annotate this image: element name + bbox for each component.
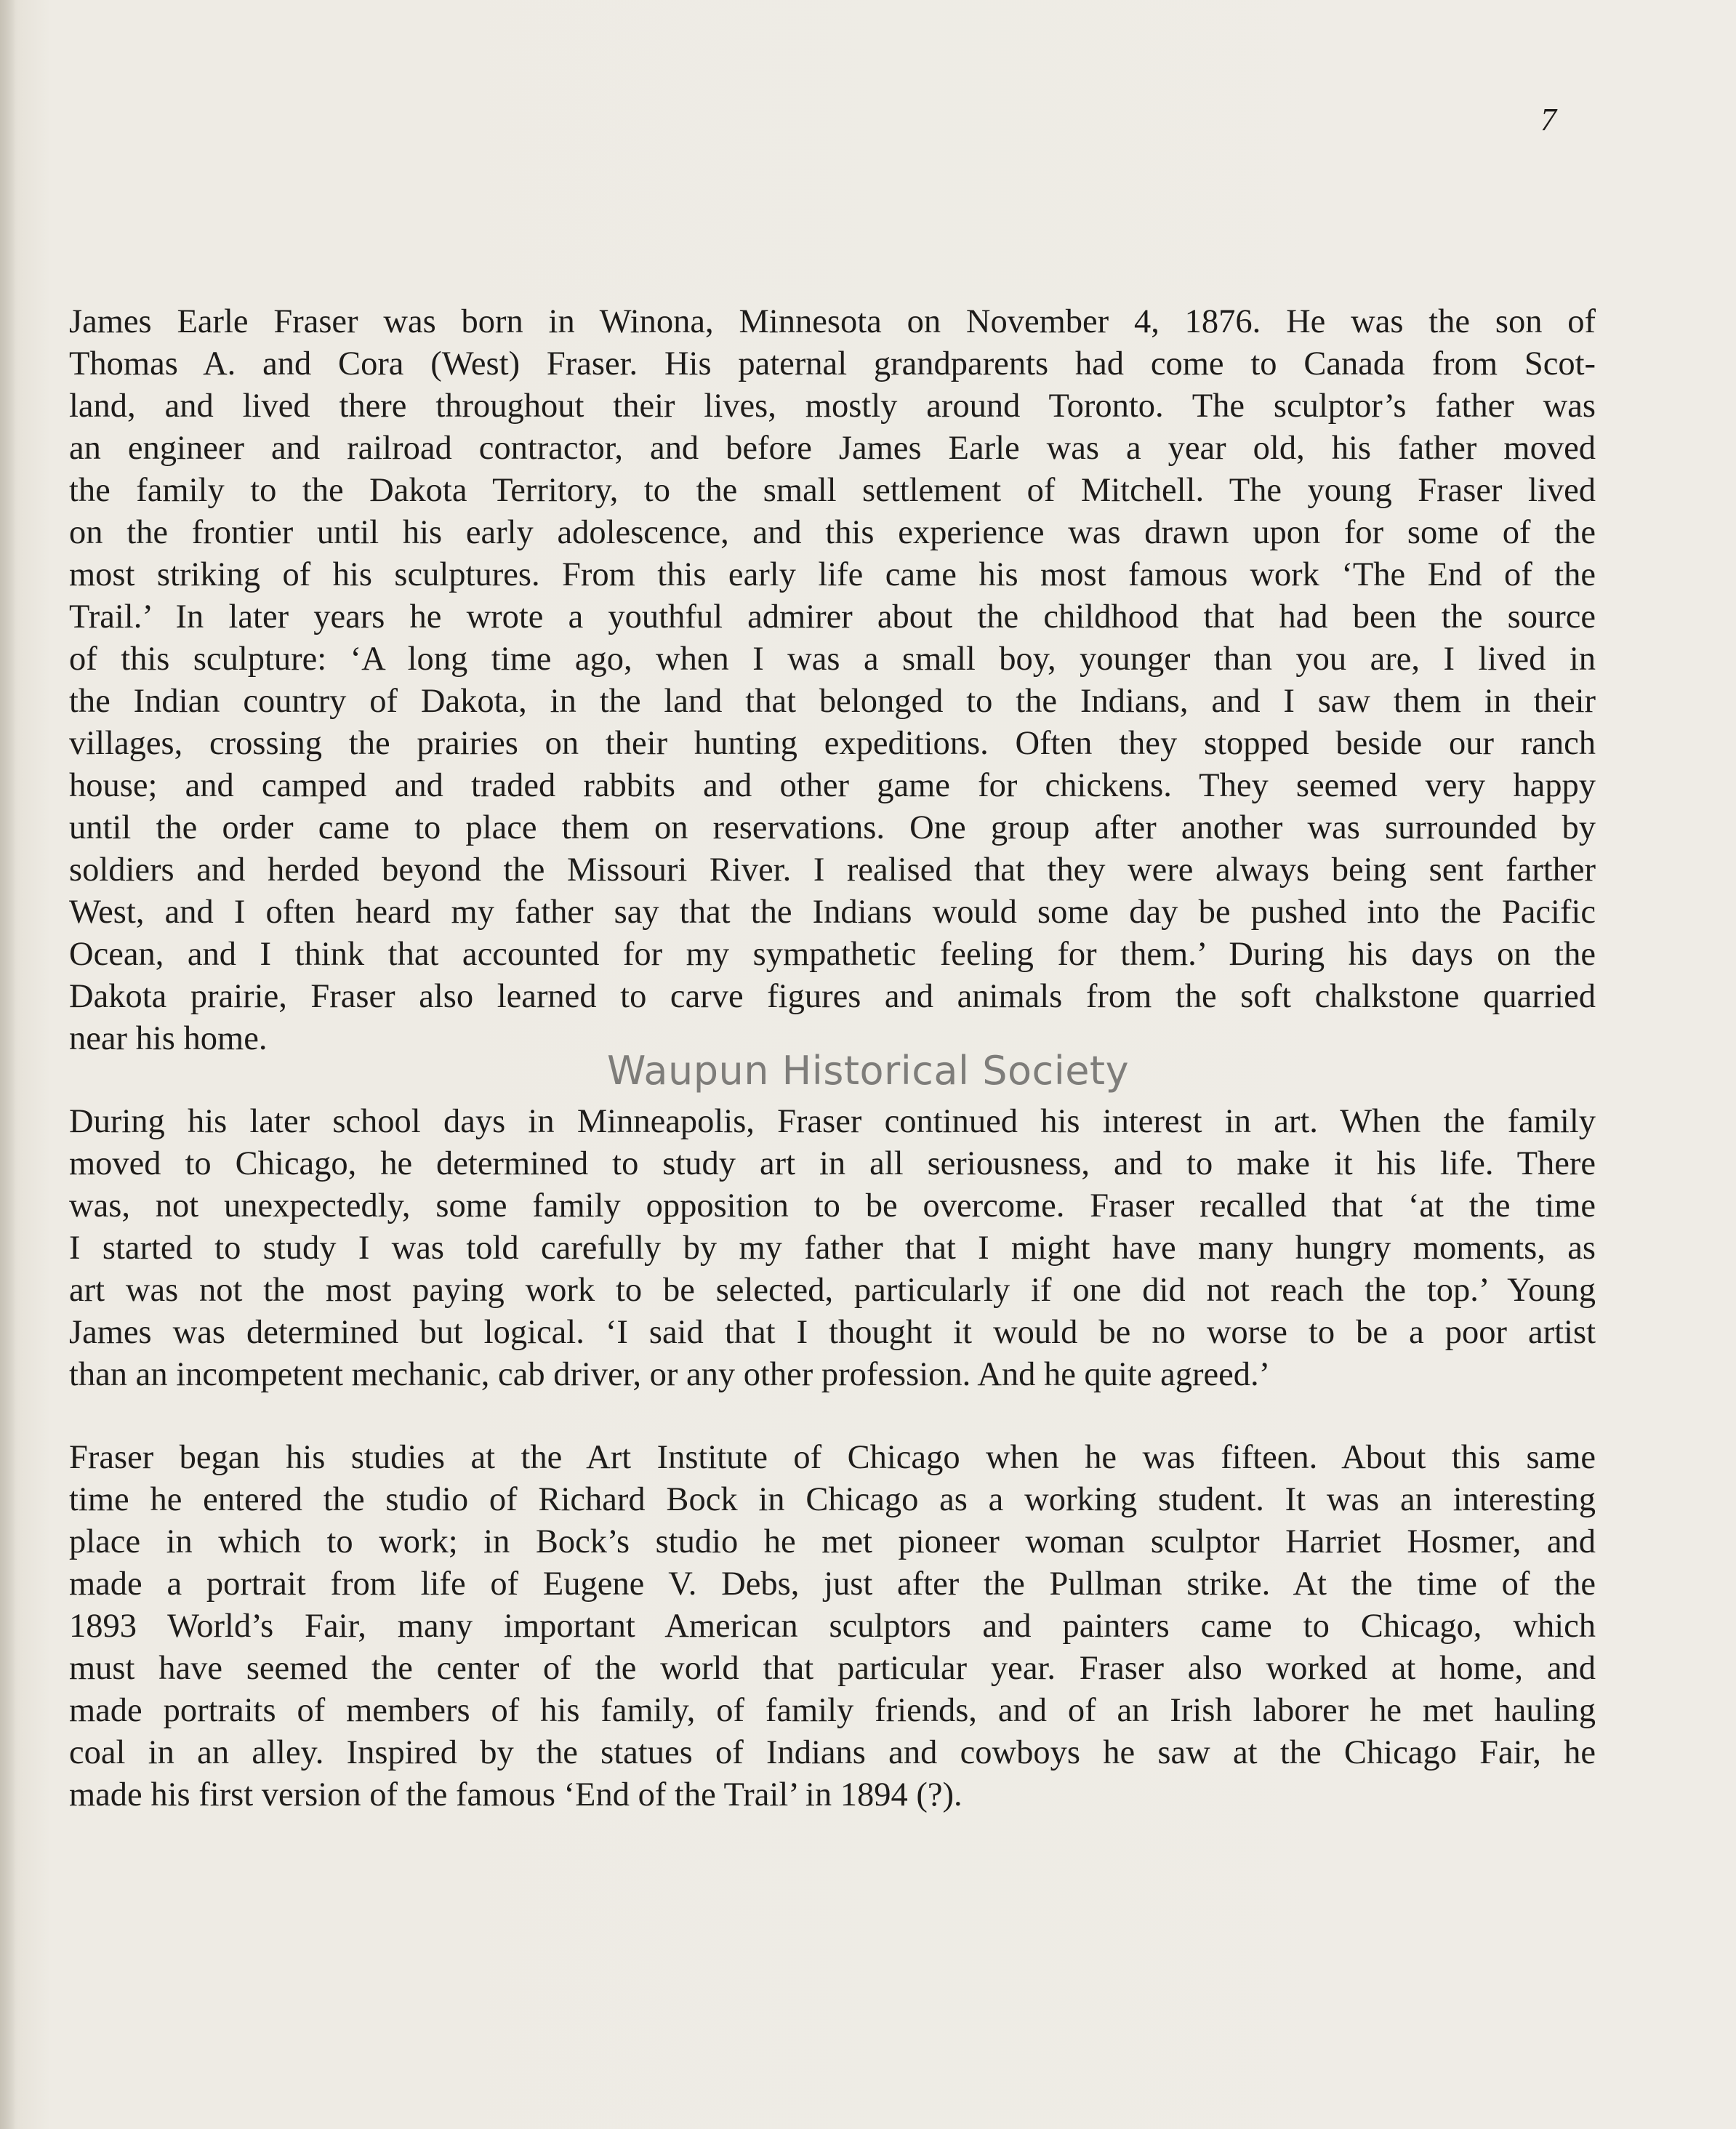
text-line: Trail.’ In later years he wrote a youthful admirer about the childhood that had been the source: [69, 598, 1596, 636]
text-line: on the frontier until his early adolescence, and this experience was drawn upon for some of the: [69, 514, 1596, 551]
text-line: Dakota prairie, Fraser also learned to carve figures and animals from the soft chalkstone quarried: [69, 978, 1596, 1015]
text-line: land, and lived there throughout their lives, mostly around Toronto. The sculptor’s father was: [69, 388, 1596, 425]
text-line: Ocean, and I think that accounted for my sympathetic feeling for them.’ During his days on the: [69, 936, 1596, 973]
text-line: 1893 World’s Fair, many important American sculptors and painters came to Chicago, which: [69, 1608, 1596, 1645]
paragraph-1: [69, 301, 1596, 1060]
watermark: Waupun Historical Society: [606, 1048, 1130, 1094]
text-line: the family to the Dakota Territory, to the small settlement of Mitchell. The young Fraser lived: [69, 472, 1596, 509]
text-line: of this sculpture: ‘A long time ago, when I was a small boy, younger than you are, I lived in: [69, 641, 1596, 678]
text-line: house; and camped and traded rabbits and other game for chickens. They seemed very happy: [69, 767, 1596, 804]
text-line: art was not the most paying work to be selected, particularly if one did not reach the top.’ Young: [69, 1272, 1596, 1309]
text-line: made a portrait from life of Eugene V. Debs, just after the Pullman strike. At the time of the: [69, 1565, 1596, 1603]
page-number: 7: [1540, 102, 1556, 137]
text-line: West, and I often heard my father say that the Indians would some day be pushed into the Pacific: [69, 894, 1596, 931]
text-line: near his home.: [69, 1020, 268, 1057]
text-line: coal in an alley. Inspired by the statues of Indians and cowboys he saw at the Chicago Fair, he: [69, 1734, 1596, 1771]
paragraph-gap: [69, 1396, 1596, 1437]
text-line: most striking of his sculptures. From this early life came his most famous work ‘The End of the: [69, 556, 1596, 593]
text-line: made his first version of the famous ‘End of the Trail’ in 1894 (?).: [69, 1776, 963, 1813]
text-line: time he entered the studio of Richard Bock in Chicago as a working student. It was an interesting: [69, 1481, 1596, 1518]
text-line: must have seemed the center of the world that particular year. Fraser also worked at home, and: [69, 1650, 1596, 1687]
text-line: than an incompetent mechanic, cab driver, or any other profession. And he quite agreed.’: [69, 1356, 1271, 1393]
text-line: I started to study I was told carefully by my father that I might have many hungry moments, as: [69, 1230, 1596, 1267]
text-line: villages, crossing the prairies on their hunting expeditions. Often they stopped beside our ranch: [69, 725, 1596, 762]
text-line: an engineer and railroad contractor, and before James Earle was a year old, his father moved: [69, 430, 1596, 467]
text-line: moved to Chicago, he determined to study art in all seriousness, and to make it his life. There: [69, 1145, 1596, 1182]
paragraph-3: [69, 1437, 1596, 1816]
text-line: was, not unexpectedly, some family opposition to be overcome. Fraser recalled that ‘at the time: [69, 1187, 1596, 1224]
text-line: Fraser began his studies at the Art Institute of Chicago when he was fifteen. About this same: [69, 1439, 1596, 1476]
text-line: until the order came to place them on reservations. One group after another was surrounded by: [69, 809, 1596, 846]
text-line: James was determined but logical. ‘I said that I thought it would be no worse to be a poor artist: [69, 1314, 1596, 1351]
text-line: During his later school days in Minneapolis, Fraser continued his interest in art. When the family: [69, 1103, 1596, 1140]
text-line: Thomas A. and Cora (West) Fraser. His paternal grandparents had come to Canada from Scot-: [69, 345, 1596, 382]
text-line: place in which to work; in Bock’s studio he met pioneer woman sculptor Harriet Hosmer, and: [69, 1523, 1596, 1560]
text-line: James Earle Fraser was born in Winona, Minnesota on November 4, 1876. He was the son of: [69, 303, 1596, 340]
text-line: made portraits of members of his family, of family friends, and of an Irish laborer he met hauling: [69, 1692, 1596, 1729]
text-line: the Indian country of Dakota, in the land that belonged to the Indians, and I saw them in their: [69, 683, 1596, 720]
text-line: soldiers and herded beyond the Missouri River. I realised that they were always being sent farther: [69, 851, 1596, 889]
paragraph-2: [69, 1101, 1596, 1396]
